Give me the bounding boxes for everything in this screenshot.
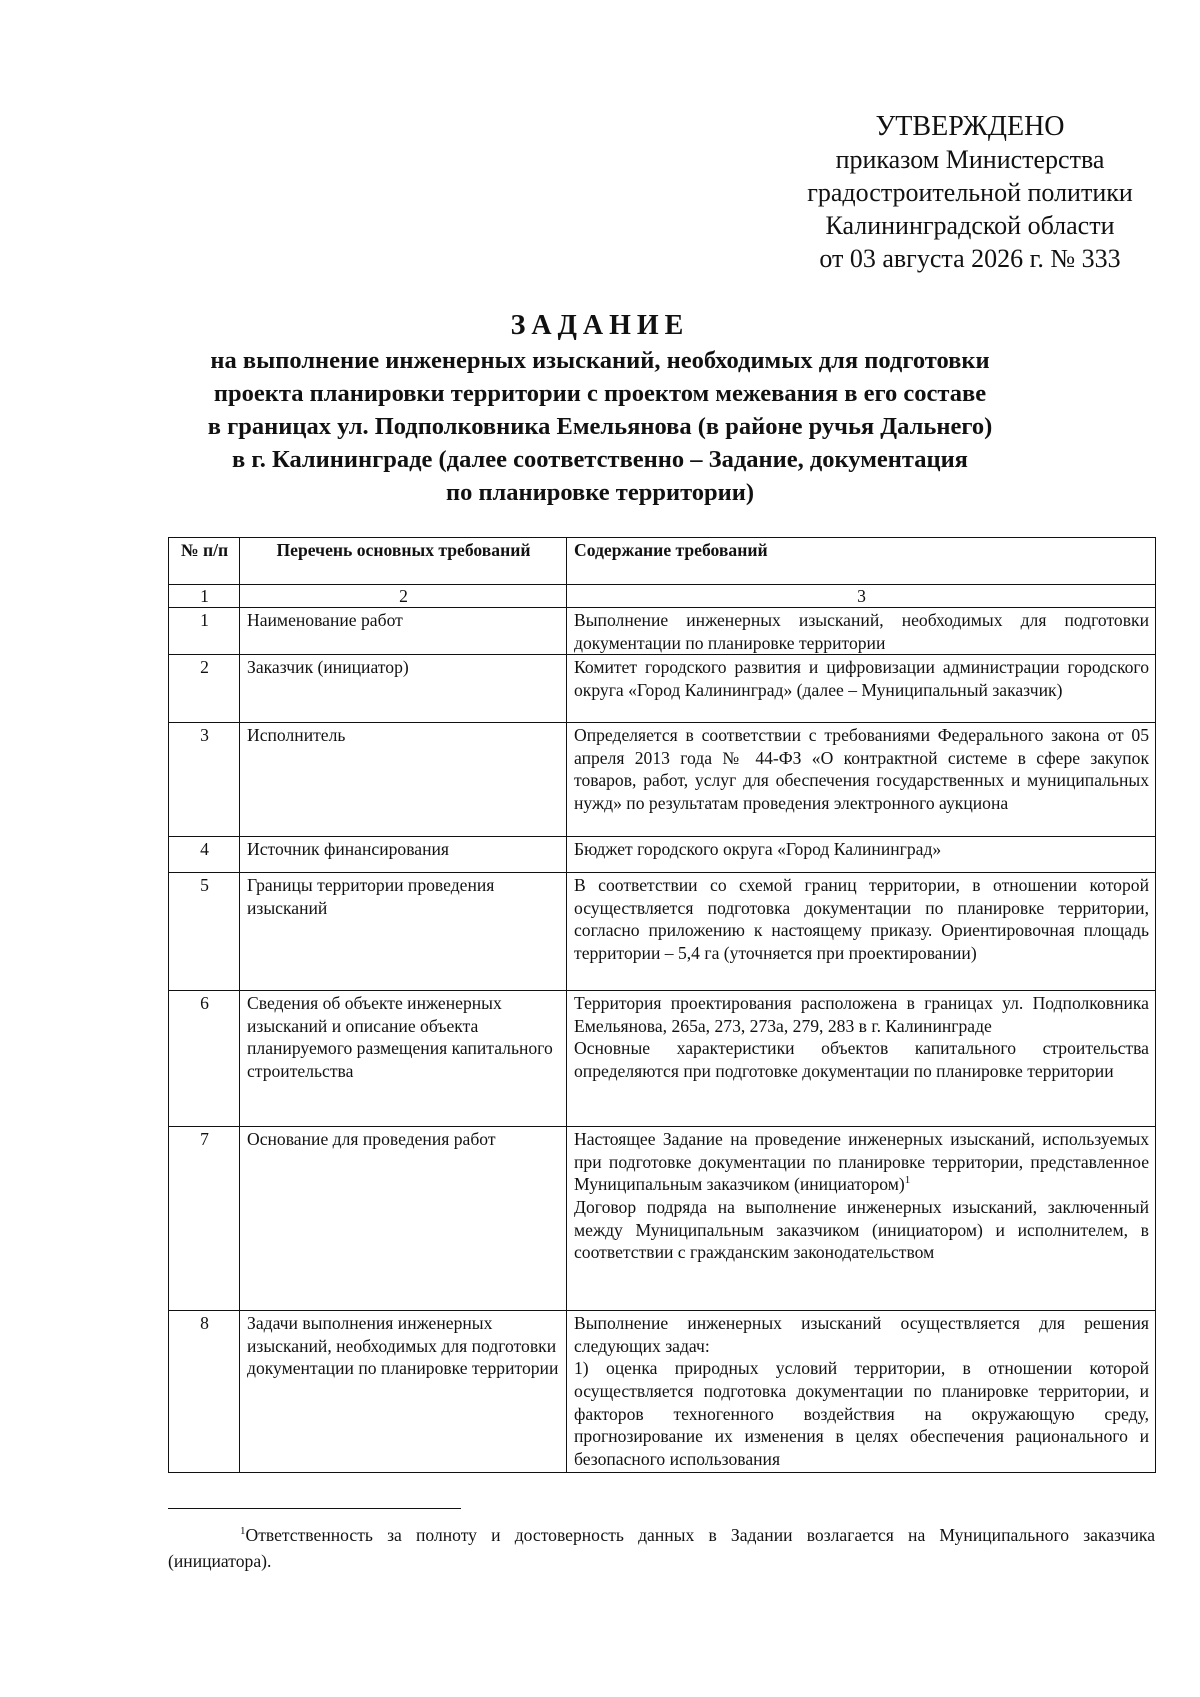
title-line: на выполнение инженерных изысканий, необходимых для подготовки <box>210 347 990 374</box>
table-header-row <box>169 538 1156 585</box>
footnote <box>168 1522 1155 1574</box>
title-main: ЗАДАНИЕ <box>510 310 690 341</box>
approval-line: приказом Министерства <box>835 145 1105 174</box>
column-number: 3 <box>567 585 1156 608</box>
document-title <box>150 308 1050 509</box>
table-row <box>169 873 1156 991</box>
row-requirement: Наименование работ <box>240 608 567 655</box>
row-content: Основные характеристики объектов капитального строительства определяются при подготовке документации по планировке территории <box>574 1038 1149 1081</box>
row-content: Комитет городского развития и цифровизации администрации городского округа «Город Калининград» (далее – Муниципальный заказчик) <box>567 655 1156 723</box>
footnote-mark: 1 <box>240 1525 246 1538</box>
table-row <box>169 723 1156 837</box>
row-requirement: Задачи выполнения инженерных изысканий, необходимых для подготовки документации по планировке территории <box>240 1311 567 1473</box>
footnote-separator <box>168 1508 461 1509</box>
footnote-ref: 1 <box>904 1174 911 1187</box>
row-number: 3 <box>169 723 240 837</box>
row-number: 2 <box>169 655 240 723</box>
row-number: 1 <box>169 608 240 655</box>
column-number-row <box>169 585 1156 608</box>
row-number: 8 <box>169 1311 240 1473</box>
row-requirement: Источник финансирования <box>240 837 567 873</box>
approval-line: Калининградской области <box>825 211 1115 240</box>
title-line: в границах ул. Подполковника Емельянова (в районе ручья Дальнего) <box>207 413 993 440</box>
table-row <box>169 1127 1156 1311</box>
row-requirement: Границы территории проведения изысканий <box>240 873 567 991</box>
row-content: Определяется в соответствии с требованиями Федерального закона от 05 апреля 2013 года № 44-ФЗ «О контрактной системе в сфере закупок товаров, работ, услуг для обеспечения государственных и муниципальных нужд» по результатам проведения электронного аукциона <box>567 723 1156 837</box>
approval-stamp <box>780 110 1160 275</box>
row-content: Территория проектирования расположена в границах ул. Подполковника Емельянова, 265а, 273, 273а, 279, 283 в г. Калининграде <box>574 993 1149 1036</box>
header-cell-requirement: Перечень основных требований <box>240 538 567 585</box>
row-content: Бюджет городского округа «Город Калининград» <box>567 837 1156 873</box>
row-content-with-footnote <box>574 1128 1149 1196</box>
approval-heading: УТВЕРЖДЕНО <box>875 111 1065 142</box>
title-line: по планировке территории) <box>445 479 755 506</box>
row-content-cell <box>567 1127 1156 1311</box>
row-requirement: Исполнитель <box>240 723 567 837</box>
row-content: Выполнение инженерных изысканий осуществляется для решения следующих задач: <box>574 1313 1149 1356</box>
row-number: 5 <box>169 873 240 991</box>
approval-line: градостроительной политики <box>807 178 1133 207</box>
title-line: проекта планировки территории с проектом межевания в его составе <box>213 380 987 407</box>
row-content: Выполнение инженерных изысканий, необходимых для подготовки документации по планировке территории <box>567 608 1156 655</box>
row-number: 6 <box>169 991 240 1127</box>
row-requirement: Сведения об объекте инженерных изысканий и описание объекта планируемого размещения капитального строительства <box>240 991 567 1127</box>
column-number: 2 <box>240 585 567 608</box>
row-content: 1) оценка природных условий территории, в отношении которой осуществляется подготовка документации по планировке территории, и факторов техногенного воздействия на окружающую среду, прогнозирование их изменения в целях обеспечения рационального и безопасного использования <box>574 1358 1149 1469</box>
table-row <box>169 991 1156 1127</box>
row-number: 4 <box>169 837 240 873</box>
row-requirement: Основание для проведения работ <box>240 1127 567 1311</box>
header-cell-number: № п/п <box>169 538 240 585</box>
requirements-table <box>168 537 1156 1473</box>
table-row <box>169 1311 1156 1473</box>
row-content: Настоящее Задание на проведение инженерных изысканий, используемых при подготовке документации по планировке территории, представленное Муниципальным заказчиком (инициатором) <box>574 1129 1149 1195</box>
row-requirement: Заказчик (инициатор) <box>240 655 567 723</box>
footnote-text: Ответственность за полноту и достоверность данных в Задании возлагается на Муниципального заказчика (инициатора). <box>168 1525 1155 1571</box>
table-row <box>169 608 1156 655</box>
row-number: 7 <box>169 1127 240 1311</box>
row-content-cell <box>567 1311 1156 1473</box>
row-content: В соответствии со схемой границ территории, в отношении которой осуществляется подготовка документации по планировке территории, согласно приложению к настоящему приказу. Ориентировочная площадь территории – 5,4 га (уточняется при проектировании) <box>567 873 1156 991</box>
row-content-cell <box>567 991 1156 1127</box>
approval-date-line: от 03 августа 2026 г. № 333 <box>819 244 1121 273</box>
table-row <box>169 837 1156 873</box>
title-line: в г. Калининграде (далее соответственно – Задание, документация <box>232 446 968 473</box>
row-content: Договор подряда на выполнение инженерных изысканий, заключенный между Муниципальным заказчиком (инициатором) и исполнителем, в соответствии с гражданским законодательством <box>574 1196 1149 1263</box>
header-cell-content: Содержание требований <box>567 538 1156 585</box>
table-row <box>169 655 1156 723</box>
column-number: 1 <box>169 585 240 608</box>
